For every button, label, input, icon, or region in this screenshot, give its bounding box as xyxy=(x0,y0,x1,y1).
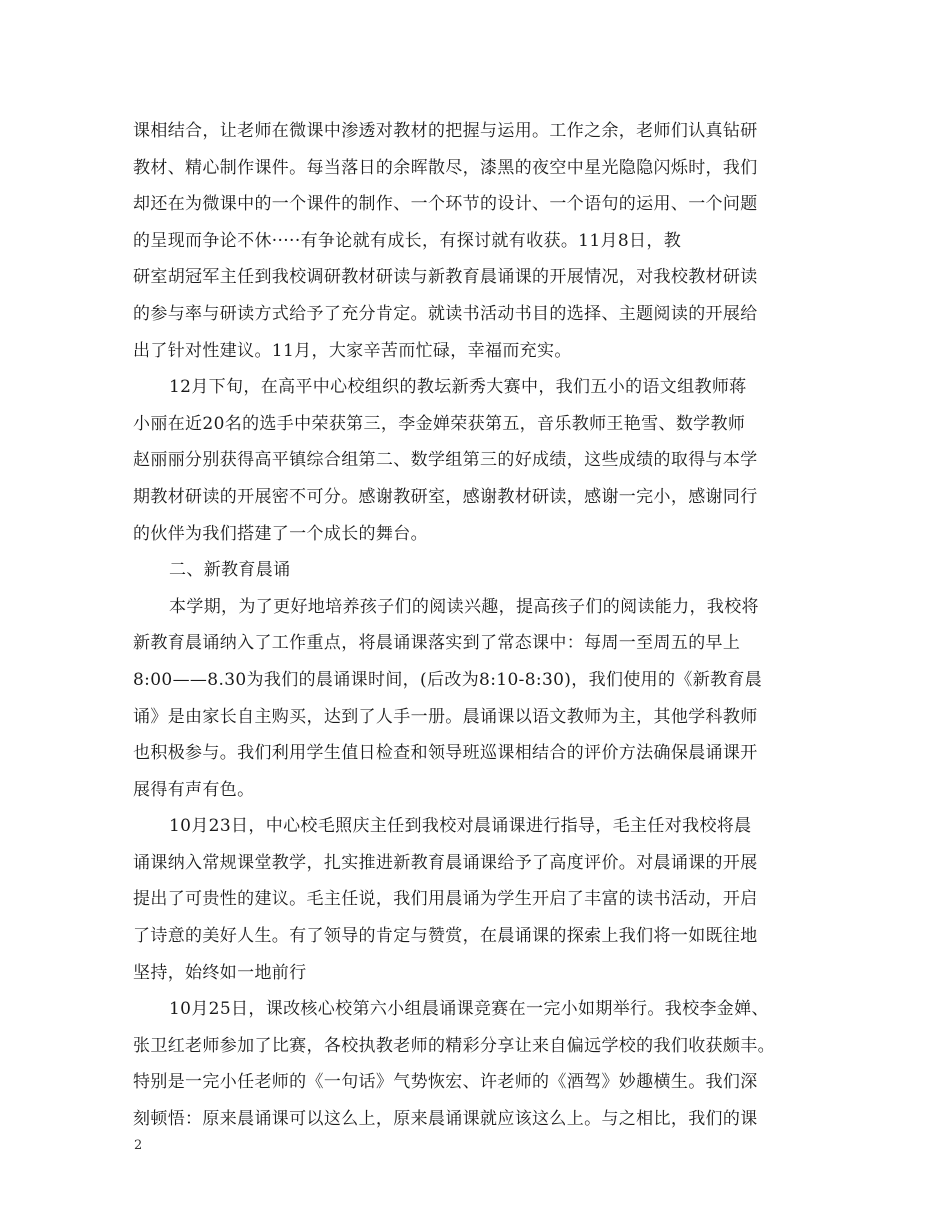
text-line: 本学期，为了更好地培养孩子们的阅读兴趣，提高孩子们的阅读能力，我校将 xyxy=(169,596,759,617)
text-line: 提出了可贵性的建议。毛主任说，我们用晨诵为学生开启了丰富的读书活动，开启 xyxy=(133,889,758,910)
document-body xyxy=(133,113,823,1138)
text-line: 10月23日，中心校毛照庆主任到我校对晨诵课进行指导，毛主任对我校将晨 xyxy=(169,816,752,837)
text-line: 也积极参与。我们利用学生值日检查和领导班巡课相结合的评价方法确保晨诵课开 xyxy=(133,743,758,764)
text-line: 小丽在近20名的选手中荣获第三，李金婵荣获第五，音乐教师王艳雪、数学教师 xyxy=(133,413,746,434)
paragraph-3 xyxy=(133,589,823,809)
paragraph-1 xyxy=(133,113,823,369)
text-line: 课相结合，让老师在微课中渗透对教材的把握与运用。工作之余，老师们认真钻研 xyxy=(133,121,758,141)
text-line: 展得有声有色。 xyxy=(133,779,255,800)
section-heading-text: 二、新教育晨诵 xyxy=(169,560,291,581)
text-line: 的参与率与研读方式给予了充分肯定。就读书活动书目的选择、主题阅读的开展给 xyxy=(133,303,758,324)
text-line: 诵课纳入常规课堂教学，扎实推进新教育晨诵课给予了高度评价。对晨诵课的开展 xyxy=(133,852,758,873)
text-line: 教材、精心制作课件。每当落日的余晖散尽，漆黑的夜空中星光隐隐闪烁时，我们 xyxy=(133,157,758,178)
text-line: 的伙伴为我们搭建了一个成长的舞台。 xyxy=(133,523,428,544)
text-line: 8:00——8.30为我们的晨诵课时间，(后改为8:10-8:30)，我们使用的《新教育晨 xyxy=(133,669,763,690)
paragraph-5 xyxy=(133,991,823,1137)
text-line: 的呈现而争论不休·····有争论就有成长，有探讨就有收获。11月8日，教 xyxy=(133,230,682,251)
text-line: 赵丽丽分别获得高平镇综合组第二、数学组第三的好成绩，这些成绩的取得与本学 xyxy=(133,450,758,471)
text-line: 坚持，始终如一地前行 xyxy=(133,962,307,983)
text-line: 张卫红老师参加了比赛，各校执教老师的精彩分享让来自偏远学校的我们收获颇丰。 xyxy=(133,1035,775,1056)
text-line: 出了针对性建议。11月，大家辛苦而忙碌，幸福而充实。 xyxy=(133,340,572,361)
text-line: 诵》是由家长自主购买，达到了人手一册。晨诵课以语文教师为主，其他学科教师 xyxy=(133,706,758,727)
text-line: 研室胡冠军主任到我校调研教材研读与新教育晨诵课的开展情况，对我校教材研读 xyxy=(133,267,758,288)
page-number: 2 xyxy=(134,1138,143,1153)
section-heading xyxy=(133,552,823,589)
text-line: 10月25日，课改核心校第六小组晨诵课竞赛在一完小如期举行。我校李金婵、 xyxy=(169,999,769,1020)
text-line: 却还在为微课中的一个课件的制作、一个环节的设计、一个语句的运用、一个问题 xyxy=(133,194,758,215)
text-line: 12月下旬，在高平中心校组织的教坛新秀大赛中，我们五小的语文组教师蒋 xyxy=(169,377,747,398)
text-line: 期教材研读的开展密不可分。感谢教研室，感谢教材研读，感谢一完小，感谢同行 xyxy=(133,486,758,507)
text-line: 了诗意的美好人生。有了领导的肯定与赞赏，在晨诵课的探索上我们将一如既往地 xyxy=(133,926,758,947)
paragraph-4 xyxy=(133,808,823,991)
paragraph-2 xyxy=(133,369,823,552)
text-line: 特别是一完小任老师的《一句话》气势恢宏、许老师的《酒驾》妙趣横生。我们深 xyxy=(133,1072,758,1093)
text-line: 刻顿悟：原来晨诵课可以这么上，原来晨诵课就应该这么上。与之相比，我们的课 xyxy=(133,1109,758,1130)
text-line: 新教育晨诵纳入了工作重点，将晨诵课落实到了常态课中：每周一至周五的早上 xyxy=(133,633,741,654)
